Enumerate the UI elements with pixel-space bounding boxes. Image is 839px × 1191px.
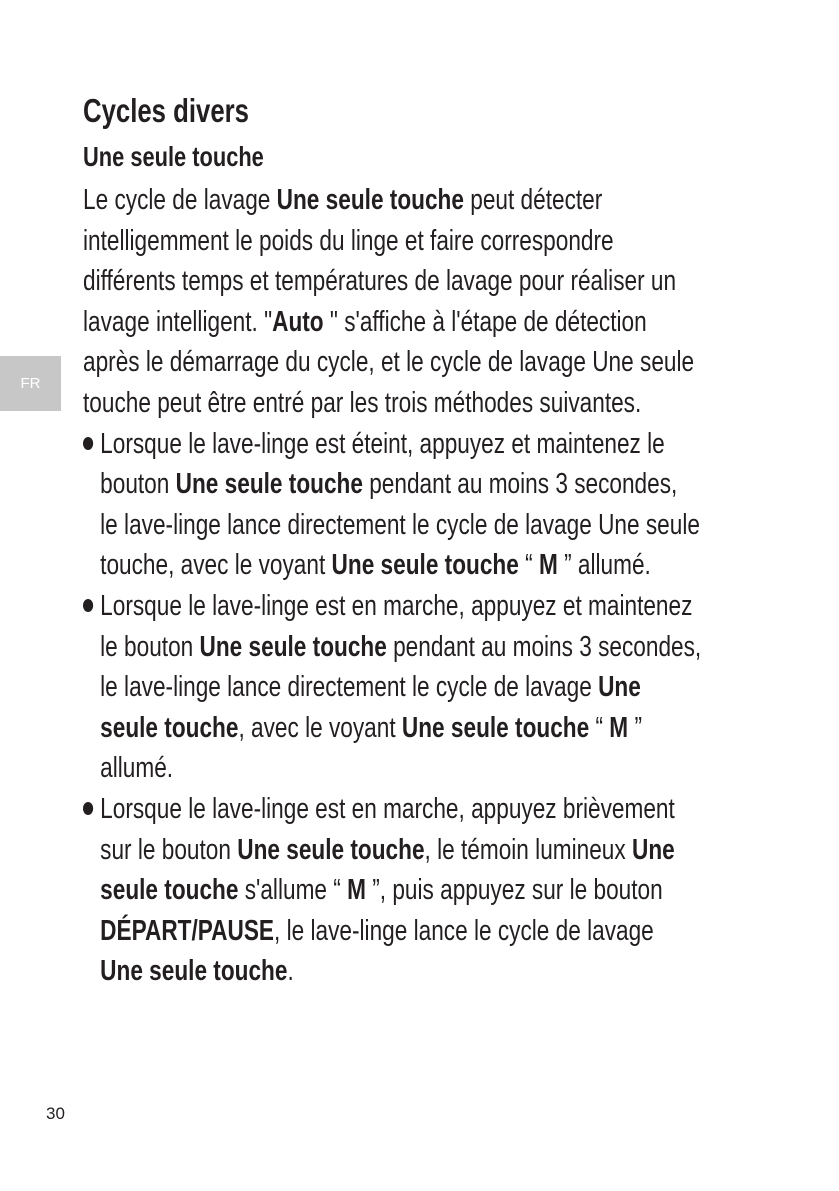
emphasis-text: DÉPART/PAUSE — [100, 914, 275, 947]
text-segment: “ — [589, 711, 610, 744]
section-title: Cycles divers — [83, 92, 249, 129]
text-segment: le lave-linge lance directement le cycle de lavage Une seule — [100, 508, 700, 541]
text-segment: “ — [518, 549, 539, 582]
text-line — [83, 789, 675, 830]
emphasis-text: Auto — [272, 305, 324, 338]
text-segment: après le démarrage du cycle, et le cycle de lavage Une seule — [83, 346, 695, 379]
emphasis-text: Une seule touche — [401, 711, 590, 744]
text-line — [83, 748, 629, 789]
emphasis-text: Une — [598, 671, 641, 704]
text-line — [83, 302, 647, 343]
emphasis-text: Une seule touche — [100, 955, 288, 988]
text-line — [83, 627, 702, 668]
text-line — [83, 545, 651, 586]
text-segment: ” — [628, 711, 642, 744]
text-line — [83, 261, 677, 302]
text-segment: le lave-linge lance directement le cycle de lavage — [100, 671, 599, 704]
text-segment: différents temps et températures de lavage pour réaliser un — [83, 265, 677, 298]
text-line — [83, 951, 629, 992]
emphasis-text: Une seule touche — [276, 184, 464, 216]
language-tab — [0, 356, 61, 411]
page-number: 30 — [46, 1104, 65, 1123]
text-segment: Lorsque le lave-linge est en marche, appuyez et maintenez — [100, 589, 693, 622]
text-segment: intelligemment le poids du linge et faire correspondre — [83, 224, 614, 257]
emphasis-text: M — [347, 874, 366, 907]
text-segment: lavage intelligent. " — [83, 305, 273, 338]
text-segment: Le cycle de lavage — [83, 184, 277, 216]
bullet-icon — [83, 437, 93, 450]
bullet-icon — [83, 802, 93, 815]
text-segment: ”, puis appuyez sur le bouton — [365, 874, 663, 907]
emphasis-text: Une seule touche — [331, 549, 519, 582]
emphasis-text: seule touche — [100, 711, 239, 744]
section-subtitle: Une seule touche — [83, 141, 264, 172]
text-line — [83, 667, 641, 708]
page-content — [83, 88, 783, 992]
emphasis-text: Une seule touche — [199, 630, 387, 663]
text-line — [83, 221, 629, 262]
text-line — [83, 708, 642, 749]
emphasis-text: Une — [631, 833, 675, 866]
text-line — [83, 424, 665, 465]
text-segment: le bouton — [100, 630, 200, 663]
text-segment: Lorsque le lave-linge est éteint, appuyez et maintenez le — [100, 427, 665, 460]
text-line — [83, 383, 642, 424]
text-segment: peut détecter — [463, 184, 603, 216]
emphasis-text: seule touche — [100, 874, 239, 907]
language-tab-label: FR — [20, 375, 41, 392]
text-segment: touche peut être entré par les trois méthodes suivantes. — [83, 386, 642, 419]
text-segment: pendant au moins 3 secondes, — [386, 630, 702, 663]
text-segment: touche, avec le voyant — [100, 549, 332, 582]
text-segment: , avec le voyant — [238, 711, 402, 744]
text-line — [83, 870, 663, 911]
text-line — [83, 911, 654, 952]
text-segment: bouton — [100, 468, 176, 501]
text-line — [83, 586, 693, 627]
text-segment: allumé. — [100, 752, 174, 785]
text-line — [83, 180, 629, 221]
bullet-icon — [83, 599, 93, 612]
emphasis-text: Une seule touche — [175, 468, 363, 501]
text-segment: Lorsque le lave-linge est en marche, appuyez brièvement — [100, 792, 675, 825]
body-text — [83, 180, 783, 992]
text-segment: pendant au moins 3 secondes, — [362, 468, 678, 501]
text-segment: , le témoin lumineux — [424, 833, 632, 866]
text-segment: sur le bouton — [100, 833, 238, 866]
text-segment: . — [287, 955, 294, 988]
text-segment: s'allume “ — [238, 874, 348, 907]
emphasis-text: M — [538, 549, 558, 582]
emphasis-text: M — [609, 711, 629, 744]
emphasis-text: Une seule touche — [237, 833, 425, 866]
text-line — [83, 830, 675, 871]
text-line — [83, 464, 678, 505]
text-line — [83, 505, 700, 546]
text-segment: " s'affiche à l'étape de détection — [323, 305, 647, 338]
text-segment: ” allumé. — [557, 549, 651, 582]
text-segment: , le lave-linge lance le cycle de lavage — [274, 914, 654, 947]
text-line — [83, 342, 695, 383]
